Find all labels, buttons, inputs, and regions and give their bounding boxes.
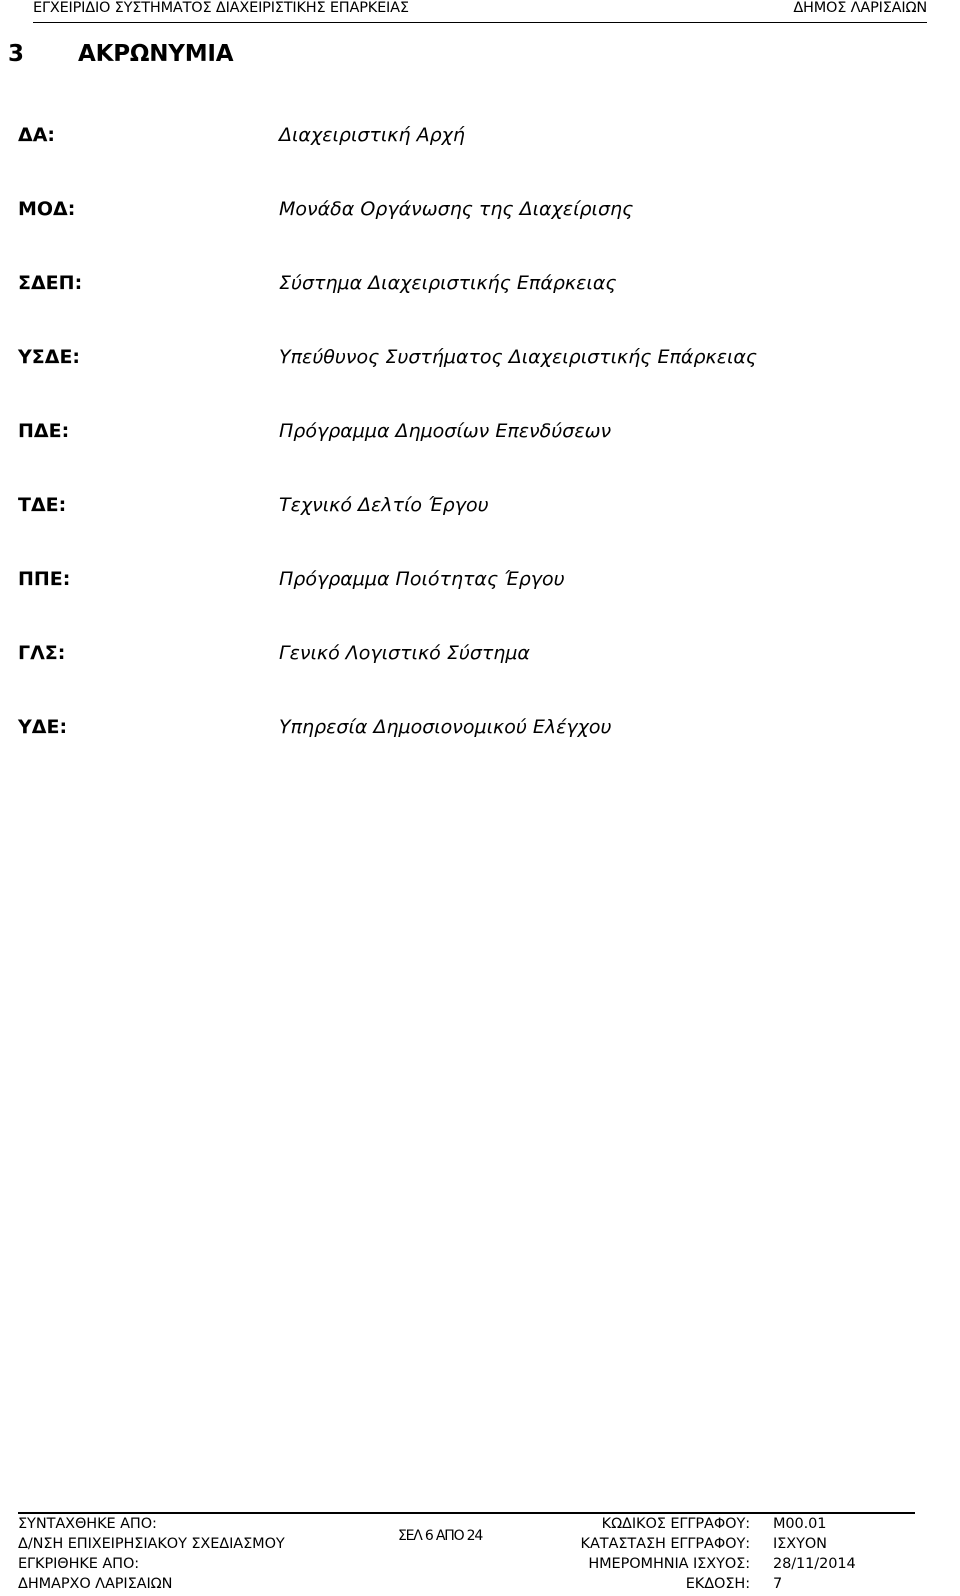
footer-doc-code-label: ΚΩΔΙΚΟΣ ΕΓΓΡΑΦΟΥ: xyxy=(601,1516,750,1532)
acronym-row xyxy=(18,714,612,740)
acronym-abbreviation: ΤΔΕ: xyxy=(18,494,67,516)
acronym-description: Πρόγραμμα Ποιότητας Έργου xyxy=(279,568,565,590)
acronym-description: Πρόγραμμα Δημοσίων Επενδύσεων xyxy=(279,420,612,442)
footer-approved-by-value: ΔΗΜΑΡΧΟ ΛΑΡΙΣΑΙΩΝ xyxy=(18,1576,173,1592)
footer-compiled-by-label: ΣΥΝΤΑΧΘΗΚΕ ΑΠΟ: xyxy=(18,1516,157,1532)
footer-compiled-by-value: Δ/ΝΣΗ ΕΠΙΧΕΙΡΗΣΙΑΚΟΥ ΣΧΕΔΙΑΣΜΟΥ xyxy=(18,1536,285,1552)
footer-right-values xyxy=(773,1514,856,1594)
acronym-abbreviation: ΔΑ: xyxy=(18,124,56,146)
header-organization: ΔΗΜΟΣ ΛΑΡΙΣΑΙΩΝ xyxy=(793,0,927,16)
acronym-abbreviation: ΓΛΣ: xyxy=(18,642,66,664)
acronym-row xyxy=(18,122,465,148)
acronym-description: Υπεύθυνος Συστήματος Διαχειριστικής Επάρκειας xyxy=(279,346,758,368)
footer-doc-status-value: ΙΣΧΥΟΝ xyxy=(773,1536,827,1552)
footer-edition-label: ΕΚΔΟΣΗ: xyxy=(685,1576,750,1592)
footer-doc-status-label: ΚΑΤΑΣΤΑΣΗ ΕΓΓΡΑΦΟΥ: xyxy=(580,1536,750,1552)
page-header xyxy=(33,0,927,23)
footer-effective-date-value: 28/11/2014 xyxy=(773,1556,856,1572)
acronym-description: Μονάδα Οργάνωσης της Διαχείρισης xyxy=(279,198,634,220)
acronym-description: Γενικό Λογιστικό Σύστημα xyxy=(279,642,530,664)
footer-left-block xyxy=(18,1514,285,1594)
footer-edition-value: 7 xyxy=(773,1576,783,1592)
acronym-description: Τεχνικό Δελτίο Έργου xyxy=(279,494,489,516)
footer-right-labels xyxy=(581,1514,750,1594)
footer-page-number: ΣΕΛ 6 ΑΠΟ 24 xyxy=(398,1528,483,1544)
acronym-abbreviation: ΣΔΕΠ: xyxy=(18,272,83,294)
acronym-abbreviation: ΜΟΔ: xyxy=(18,198,76,220)
header-document-title: ΕΓΧΕΙΡΙΔΙΟ ΣΥΣΤΗΜΑΤΟΣ ΔΙΑΧΕΙΡΙΣΤΙΚΗΣ ΕΠΑΡΚΕΙΑΣ xyxy=(33,0,409,16)
acronym-abbreviation: ΥΔΕ: xyxy=(18,716,68,738)
acronym-description: Διαχειριστική Αρχή xyxy=(279,124,465,146)
acronym-row xyxy=(18,270,617,296)
acronym-row xyxy=(18,418,611,444)
acronym-abbreviation: ΠΠΕ: xyxy=(18,568,71,590)
acronym-row xyxy=(18,196,633,222)
acronym-row xyxy=(18,566,565,592)
acronym-row xyxy=(18,640,530,666)
acronym-row xyxy=(18,344,757,370)
section-number: 3 xyxy=(8,41,24,67)
acronym-row xyxy=(18,492,489,518)
acronym-description: Υπηρεσία Δημοσιονομικού Ελέγχου xyxy=(279,716,612,738)
acronym-abbreviation: ΠΔΕ: xyxy=(18,420,70,442)
footer-effective-date-label: ΗΜΕΡΟΜΗΝΙΑ ΙΣΧΥΟΣ: xyxy=(588,1556,750,1572)
acronym-description: Σύστημα Διαχειριστικής Επάρκειας xyxy=(279,272,617,294)
footer-approved-by-label: ΕΓΚΡΙΘΗΚΕ ΑΠΟ: xyxy=(18,1556,140,1572)
acronym-abbreviation: ΥΣΔΕ: xyxy=(18,346,81,368)
footer-doc-code-value: Μ00.01 xyxy=(773,1516,827,1532)
section-title: ΑΚΡΩΝΥΜΙΑ xyxy=(78,41,234,67)
section-heading xyxy=(8,41,233,67)
